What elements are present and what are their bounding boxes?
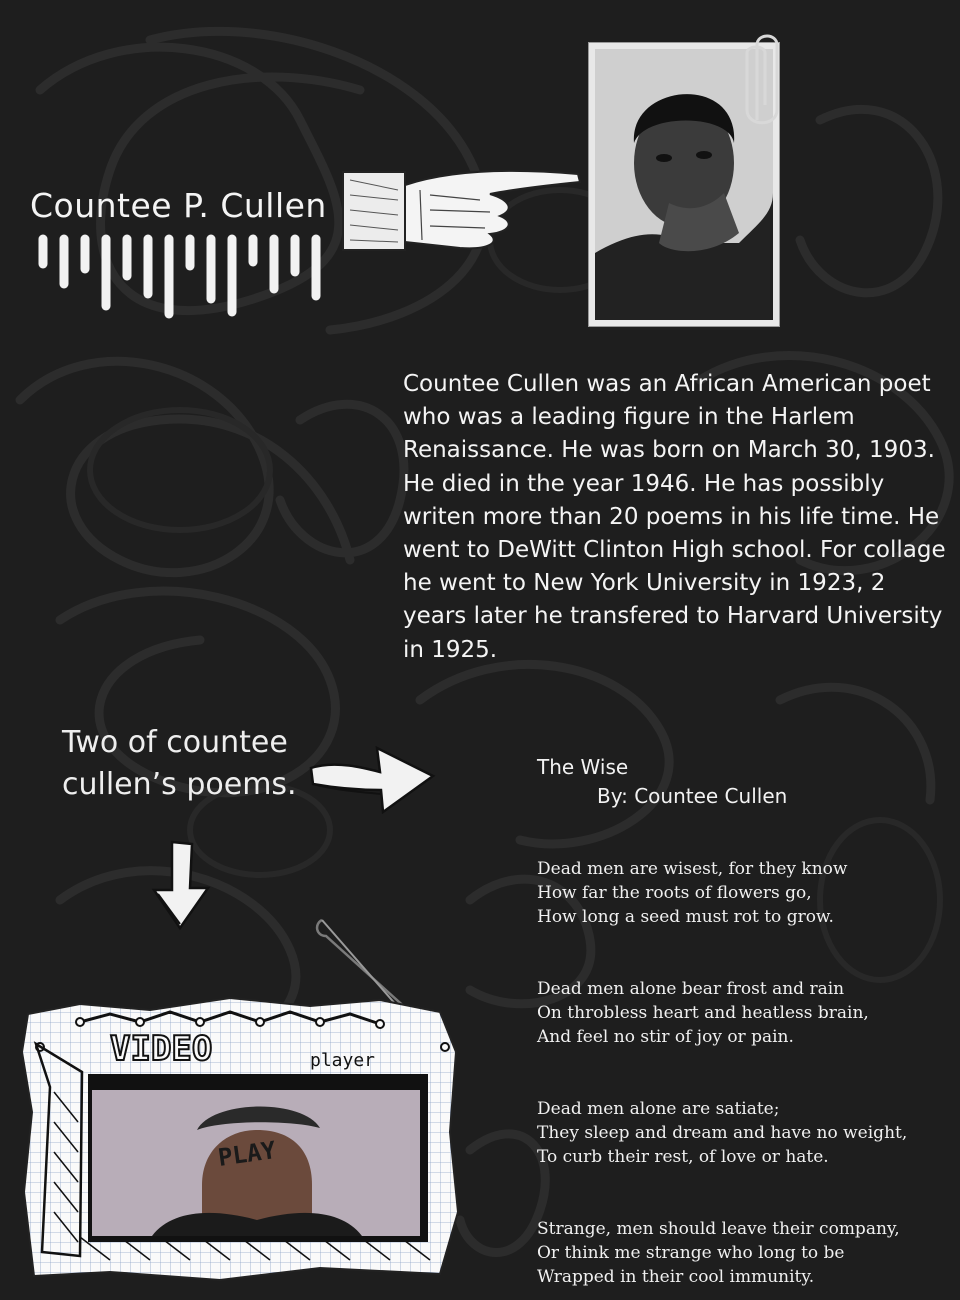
pointing-hand-icon <box>340 160 585 255</box>
poem-line: Dead men are wisest, for they know <box>537 859 848 879</box>
poem-line: On throbless heart and heatless brain, <box>537 1003 869 1023</box>
biography-text: Countee Cullen was an African American poet who was a leading figure in the Harlem Renaissance. He was born on March 30, 1903. He died in the year 1946. He has possibly writen more than 20 poems in his life time. He went to DeWitt Clinton High school. For collage he went to New York University in 1923, 2 years later he transfered to Harvard University in 1925. <box>403 371 946 663</box>
decorative-bars <box>38 234 328 324</box>
poem-line: How far the roots of flowers go, <box>537 883 812 903</box>
page-title: Countee P. Cullen <box>30 186 327 225</box>
poem-line: They sleep and dream and have no weight, <box>537 1123 908 1143</box>
poem-stanza-4 <box>537 1217 900 1289</box>
poem-line: How long a seed must rot to grow. <box>537 907 834 927</box>
arrow-down-icon <box>148 836 214 934</box>
poem-title: The Wise <box>537 755 629 779</box>
video-banner-text: VIDEO <box>110 1029 213 1069</box>
video-banner-subtext: player <box>310 1050 376 1071</box>
poem-line: Dead men alone are satiate; <box>537 1099 780 1119</box>
play-button[interactable]: PLAY <box>216 1136 278 1172</box>
poem-line: Dead men alone bear frost and rain <box>537 979 845 999</box>
poem-line: Wrapped in their cool immunity. <box>537 1267 815 1287</box>
poem-line: And feel no stir of joy or pain. <box>537 1027 794 1047</box>
arrow-right-icon <box>305 738 440 816</box>
poems-label: Two of countee cullen’s poems. <box>62 725 297 802</box>
poem-line: To curb their rest, of love or hate. <box>537 1147 829 1167</box>
poem-line: Strange, men should leave their company, <box>537 1219 900 1239</box>
paperclip-icon <box>735 25 790 135</box>
poem-line: Or think me strange who long to be <box>537 1243 845 1263</box>
poem-stanza-3 <box>537 1097 907 1169</box>
poem-stanza-1 <box>537 857 847 929</box>
poem-author: By: Countee Cullen <box>597 784 788 808</box>
poem-stanza-2 <box>537 977 869 1049</box>
